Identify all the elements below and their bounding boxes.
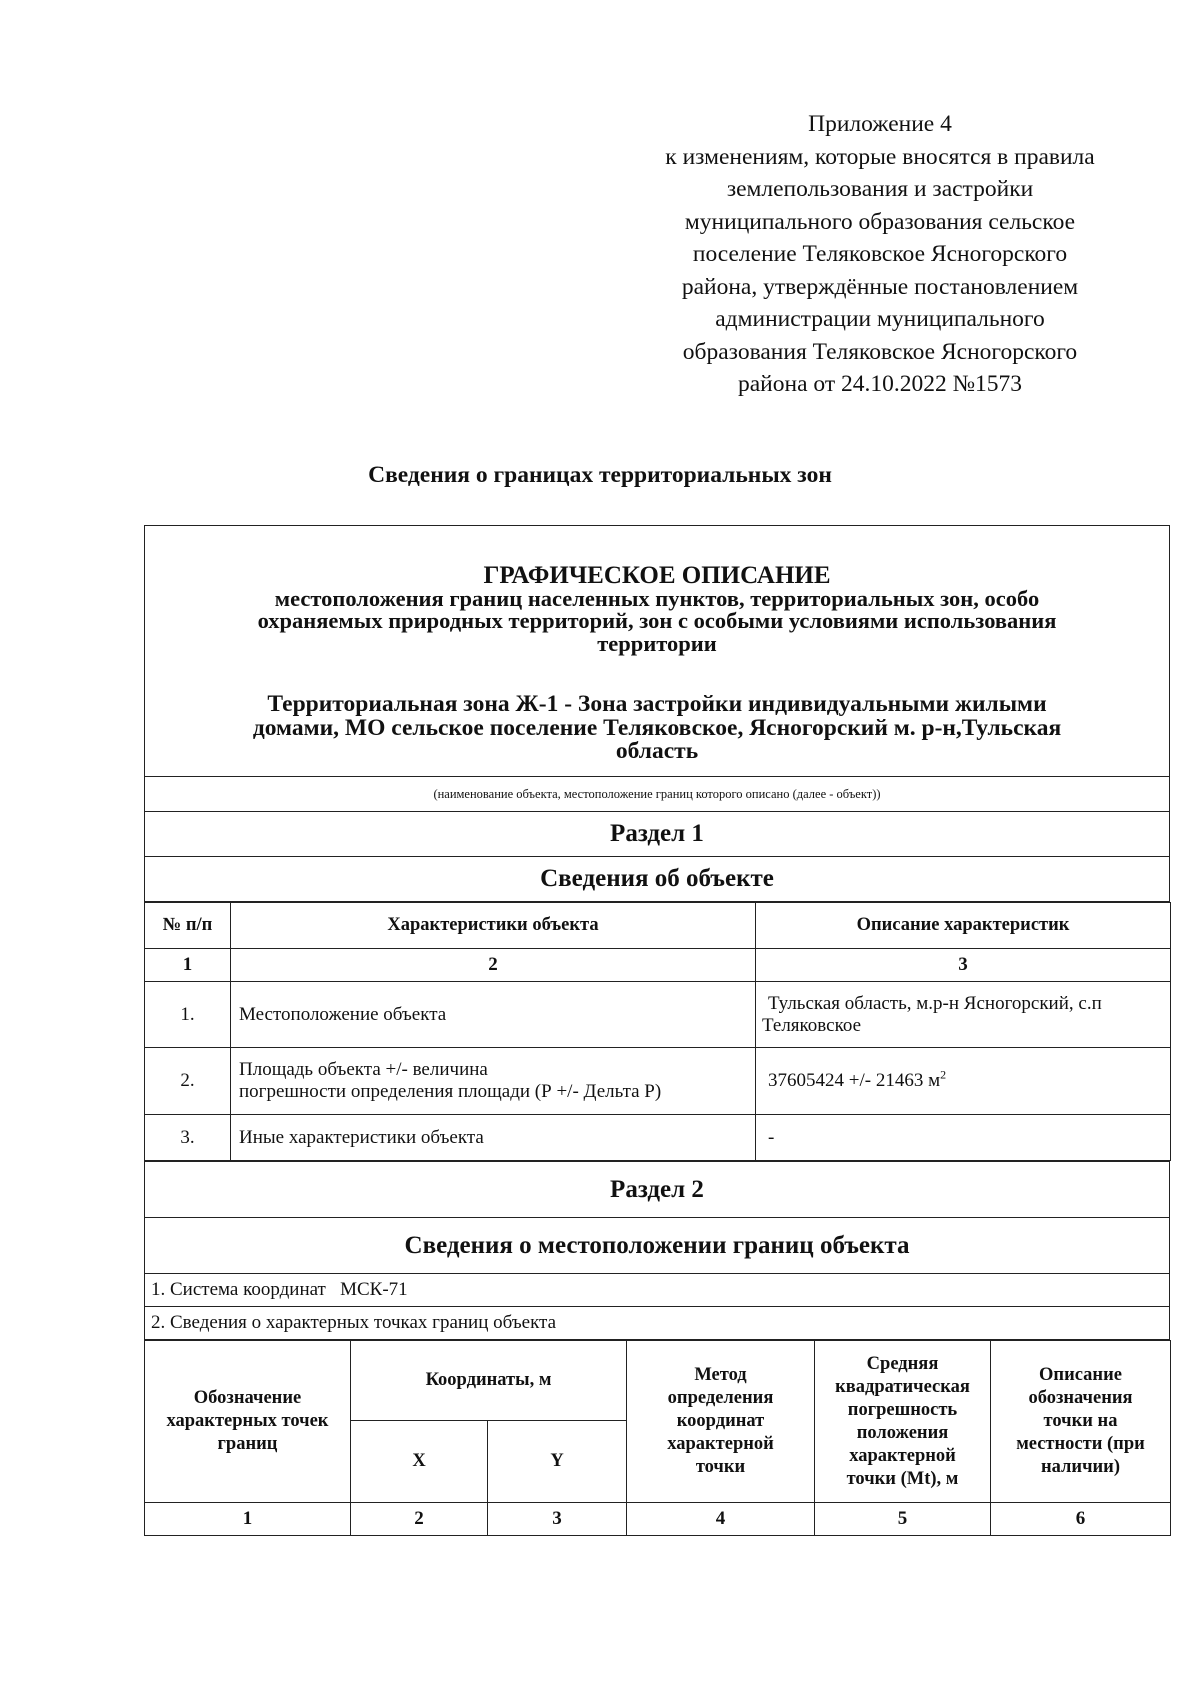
appendix-line: администрации муниципального [715, 306, 1045, 332]
points-title: 2. Сведения о характерных точках границ объекта [145, 1307, 1170, 1340]
col-header-y: Y [488, 1421, 627, 1503]
row-name-line: погрешности определения площади (Р +/- Дельта Р) [239, 1081, 662, 1102]
col-number: 2 [351, 1503, 488, 1536]
header-line: положения [856, 1422, 949, 1443]
section2-title: Раздел 2 [145, 1162, 1170, 1218]
object-name-line: домами, МО сельское поселение Теляковское, Ясногорский м. р-н,Тульская [252, 714, 1062, 741]
header-line: местности (при [1016, 1434, 1145, 1454]
appendix-line: поселение Теляковское Ясногорского [692, 241, 1068, 267]
row-description [756, 1115, 1171, 1161]
area-unit-superscript: 2 [940, 1067, 947, 1082]
table-row [145, 982, 1171, 1048]
form-title: ГРАФИЧЕСКОЕ ОПИСАНИЕ [483, 561, 831, 589]
row-name-line: Иные характеристики объекта [239, 1126, 484, 1148]
coordinate-system: 1. Система координат МСК-71 [145, 1274, 1170, 1307]
appendix-line: Приложение 4 [808, 111, 952, 137]
row-name-line: Площадь объекта +/- величина [239, 1059, 488, 1080]
col-number: 1 [145, 949, 231, 982]
header-line: характерной [849, 1445, 956, 1466]
header-line: точки [695, 1457, 746, 1477]
form-subtitle-line: охраняемых природных территорий, зон с особыми условиями использования [257, 608, 1057, 633]
appendix-line: образования Теляковское Ясногорского [682, 338, 1078, 365]
object-info-table [144, 902, 1171, 1161]
row-name-line: Местоположение объекта [239, 1003, 447, 1025]
appendix-line: района, утверждённые постановлением [681, 273, 1079, 300]
row-name [231, 982, 756, 1048]
header-line: Метод [694, 1365, 747, 1385]
appendix-line: землепользования и застройки [726, 176, 1034, 202]
col-header-characteristics: Характеристики объекта [231, 903, 756, 949]
object-name-line: область [615, 738, 699, 764]
col-number: 3 [756, 949, 1171, 982]
header-line: точки (Mt), м [846, 1468, 959, 1489]
col-number: 6 [991, 1503, 1171, 1536]
header-cell [145, 526, 1170, 777]
row-desc-line: - [768, 1126, 775, 1148]
header-line: обозначения [1028, 1388, 1133, 1408]
section2-subtitle: Сведения о местоположении границ объекта [145, 1218, 1170, 1274]
col-header-method [627, 1341, 815, 1503]
header-line: координат [676, 1411, 765, 1431]
section1-title: Раздел 1 [145, 812, 1170, 857]
object-name-line: Территориальная зона Ж-1 - Зона застройки индивидуальными жилыми [267, 691, 1047, 717]
table-row [145, 1048, 1171, 1115]
document-title: Сведения о границах территориальных зон [368, 462, 832, 488]
section2-header-table [144, 1161, 1170, 1340]
description-form [144, 525, 1170, 1536]
col-header-point [145, 1341, 351, 1503]
header-line: определения [667, 1388, 774, 1408]
col-header-point-description [991, 1341, 1171, 1503]
form-subtitle-line: местоположения границ населенных пунктов, территориальных зон, особо [274, 585, 1040, 611]
header-line: характерных точек [166, 1411, 329, 1431]
row-number: 2. [145, 1048, 231, 1115]
form-subtitle-line: территории [597, 630, 717, 656]
row-description [756, 982, 1171, 1048]
header-line: квадратическая [835, 1376, 970, 1397]
col-number: 3 [488, 1503, 627, 1536]
section1-subtitle: Сведения об объекте [145, 857, 1170, 902]
row-name [231, 1115, 756, 1161]
appendix-block [600, 108, 1160, 401]
col-number: 2 [231, 949, 756, 982]
col-header-accuracy [815, 1341, 991, 1503]
header-table [144, 525, 1170, 902]
row-desc-line: Тульская область, м.р-н Ясногорский, с.п [768, 992, 1102, 1014]
col-number: 1 [145, 1503, 351, 1536]
header-line: погрешность [847, 1399, 958, 1420]
header-line: характерной [667, 1434, 774, 1454]
col-number: 5 [815, 1503, 991, 1536]
col-header-num: № п/п [145, 903, 231, 949]
row-name [231, 1048, 756, 1115]
points-table [144, 1340, 1171, 1536]
header-line: Обозначение [193, 1388, 302, 1408]
header-line: Средняя [866, 1353, 939, 1374]
header-line: границ [217, 1434, 278, 1454]
appendix-line: к изменениям, которые вносятся в правила [665, 143, 1095, 170]
appendix-line: муниципального образования сельское [684, 208, 1076, 235]
col-header-x: X [351, 1421, 488, 1503]
object-note: (наименование объекта, местоположение границ которого описано (далее - объект)) [145, 777, 1170, 812]
appendix-line: района от 24.10.2022 №1573 [737, 371, 1023, 397]
row-number: 1. [145, 982, 231, 1048]
header-line: точки на [1043, 1411, 1118, 1431]
table-row [145, 1115, 1171, 1161]
row-number: 3. [145, 1115, 231, 1161]
area-value: 37605424 +/- 21463 м [768, 1070, 941, 1091]
col-number: 4 [627, 1503, 815, 1536]
row-description [756, 1048, 1171, 1115]
header-line: наличии) [1040, 1457, 1121, 1477]
header-line: Описание [1039, 1365, 1122, 1385]
row-desc-line: Теляковское [762, 1014, 862, 1036]
col-header-description: Описание характеристик [756, 903, 1171, 949]
col-header-coordinates: Координаты, м [351, 1341, 627, 1421]
